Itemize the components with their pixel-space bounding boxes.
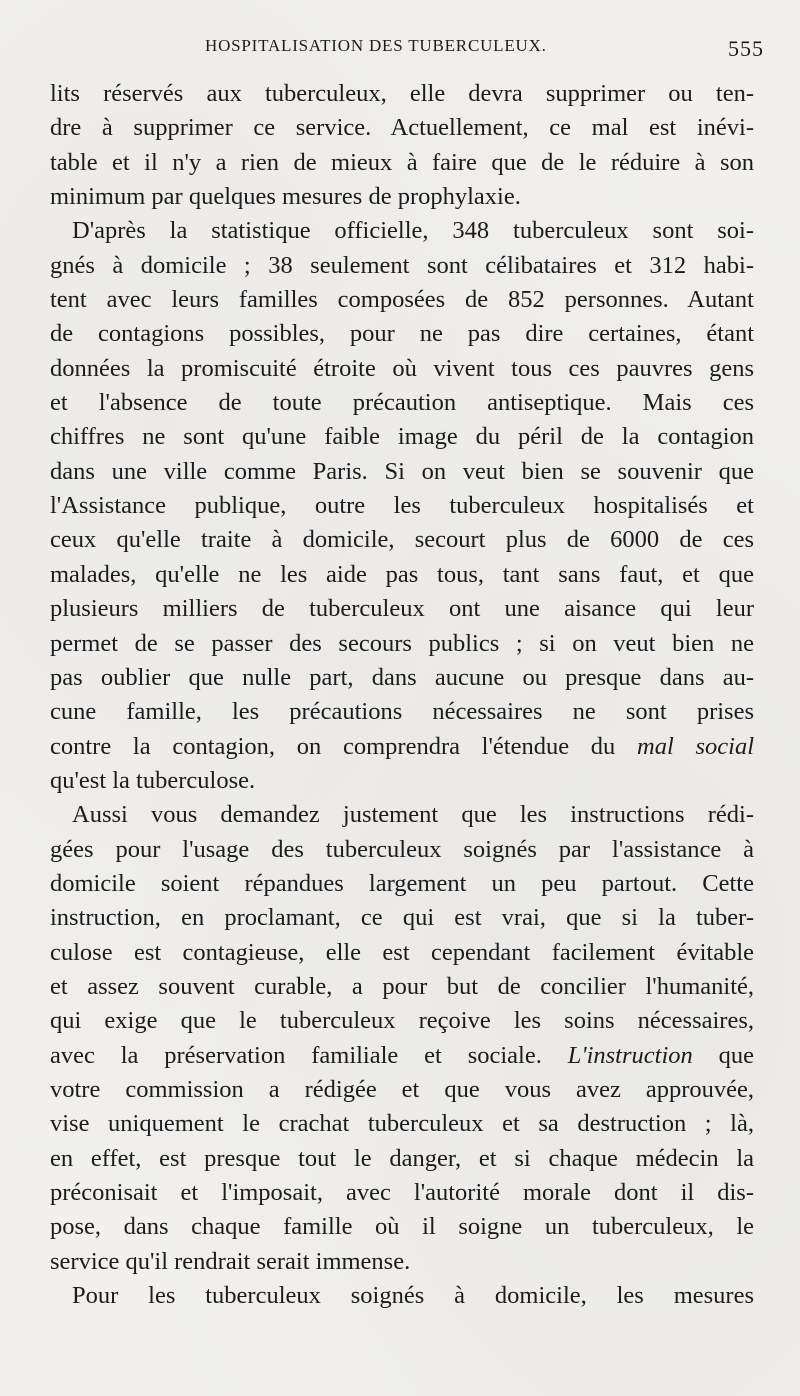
text-line: lits réservés aux tuberculeux, elle devra supprimer ou ten-: [50, 80, 754, 107]
text-line: service qu'il rendrait serait immense.: [50, 1247, 411, 1275]
text-segment: contre la contagion, on comprendra l'étendue du: [50, 732, 616, 760]
text-line: minimum par quelques mesures de prophylaxie.: [50, 183, 521, 211]
text-line: gées pour l'usage des tuberculeux soignés par l'assistance à: [50, 835, 754, 863]
text-line: table et il n'y a rien de mieux à faire que de le réduire à son: [50, 148, 754, 176]
running-title: HOSPITALISATION DES TUBERCULEUX.: [205, 36, 547, 55]
text-line: domicile soient répandues largement un peu partout. Cette: [50, 869, 754, 897]
text-segment: avec la préservation familiale et sociale.: [50, 1041, 542, 1069]
text-line: préconisait et l'imposait, avec l'autorité morale dont il dis-: [50, 1179, 754, 1206]
italic-word: L'instruction: [567, 1041, 693, 1069]
text-line: données la promiscuité étroite où vivent tous ces pauvres gens: [50, 354, 754, 382]
text-segment: que: [718, 1041, 755, 1069]
text-line: culose est contagieuse, elle est cependant facilement évitable: [50, 938, 754, 966]
text-line: qui exige que le tuberculeux reçoive les soins nécessaires,: [50, 1007, 754, 1035]
paragraph-1: [50, 77, 754, 214]
text-line-with-italic: [50, 730, 754, 764]
text-line: en effet, est presque tout le danger, et si chaque médecin la: [50, 1144, 754, 1172]
paragraph-2: [50, 214, 754, 798]
page-header: [0, 36, 800, 66]
text-line: Pour les tuberculeux soignés à domicile, les mesures: [72, 1282, 754, 1310]
text-line: tent avec leurs familles composées de 852 personnes. Autant: [50, 286, 754, 314]
text-line: dans une ville comme Paris. Si on veut bien se souvenir que: [50, 457, 754, 485]
body-text: [50, 77, 754, 1313]
text-line: D'après la statistique officielle, 348 tuberculeux sont soi-: [72, 217, 754, 245]
text-line: et l'absence de toute précaution antiseptique. Mais ces: [50, 389, 754, 417]
text-line: votre commission a rédigée et que vous avez approuvée,: [50, 1075, 754, 1103]
text-line: Aussi vous demandez justement que les instructions rédi-: [72, 801, 754, 829]
text-line: dre à supprimer ce service. Actuellement, ce mal est inévi-: [50, 114, 754, 142]
paragraph-3: [50, 798, 754, 1279]
italic-phrase: mal social: [637, 732, 754, 760]
text-line: pas oublier que nulle part, dans aucune ou presque dans au-: [50, 663, 754, 691]
text-line: cune famille, les précautions nécessaires ne sont prises: [50, 698, 754, 726]
text-line: gnés à domicile ; 38 seulement sont célibataires et 312 habi-: [50, 251, 754, 279]
text-line: chiffres ne sont qu'une faible image du péril de la contagion: [50, 423, 754, 451]
text-line: et assez souvent curable, a pour but de concilier l'humanité,: [50, 972, 754, 1000]
text-line: l'Assistance publique, outre les tuberculeux hospitalisés et: [50, 492, 754, 520]
page-number: 555: [728, 36, 764, 61]
text-line: de contagions possibles, pour ne pas dire certaines, étant: [50, 320, 754, 348]
text-line: permet de se passer des secours publics ; si on veut bien ne: [50, 629, 754, 657]
text-line: pose, dans chaque famille où il soigne un tuberculeux, le: [50, 1213, 754, 1241]
text-line: malades, qu'elle ne les aide pas tous, tant sans faut, et que: [50, 560, 754, 588]
text-line: qu'est la tuberculose.: [50, 766, 256, 794]
text-line-with-italic: [50, 1039, 754, 1073]
text-line: vise uniquement le crachat tuberculeux et sa destruction ; là,: [50, 1110, 754, 1138]
text-line: plusieurs milliers de tuberculeux ont une aisance qui leur: [50, 595, 754, 623]
text-line: instruction, en proclamant, ce qui est vrai, que si la tuber-: [50, 904, 754, 932]
paragraph-4: [50, 1279, 754, 1313]
text-line: ceux qu'elle traite à domicile, secourt plus de 6000 de ces: [50, 526, 754, 554]
